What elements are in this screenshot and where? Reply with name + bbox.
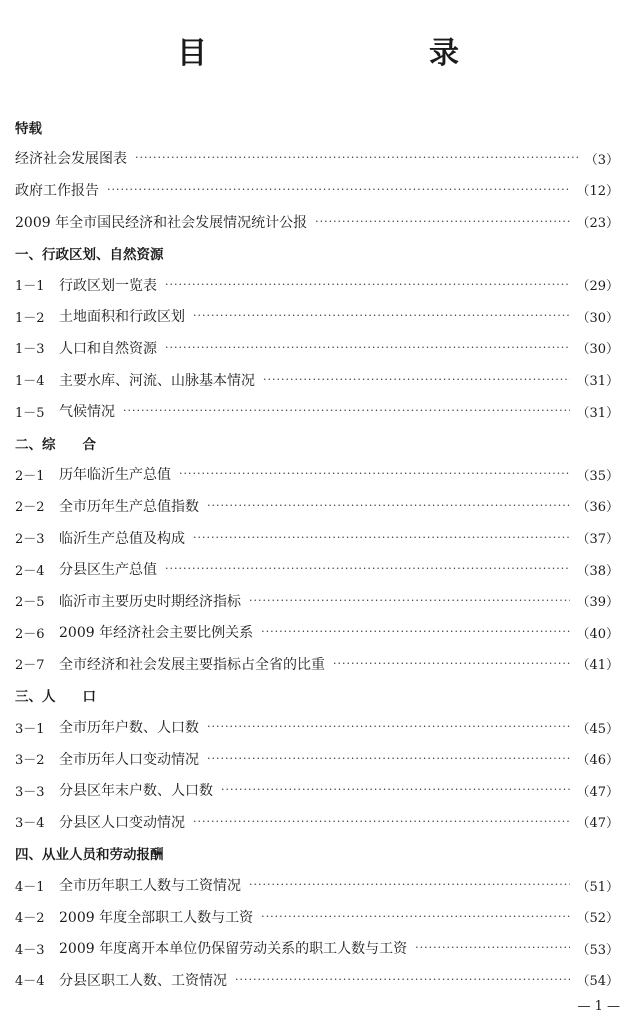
table-of-contents — [15, 111, 619, 996]
toc-entry[interactable] — [15, 206, 619, 238]
entry-number: 2－7 — [15, 658, 45, 674]
section-label: 四、从业人员和劳动报酬 — [15, 847, 164, 864]
entry-label: 2009 年度离开本单位仍保留劳动关系的职工人数与工资 — [59, 941, 408, 958]
entry-label: 分县区年末户数、人口数 — [59, 783, 213, 800]
dot-leader — [207, 719, 570, 735]
dot-leader — [179, 466, 570, 482]
toc-entry[interactable] — [15, 617, 619, 649]
dot-leader — [193, 530, 570, 546]
dot-leader — [333, 656, 570, 672]
entry-number: 2－5 — [15, 595, 45, 611]
entry-page-number: （47） — [576, 784, 619, 800]
entry-page-number: （51） — [576, 879, 619, 895]
entry-label: 气候情况 — [59, 404, 115, 421]
entry-label: 2009 年全市国民经济和社会发展情况统计公报 — [15, 214, 308, 231]
toc-entry[interactable] — [15, 301, 619, 333]
entry-number: 2－4 — [15, 563, 45, 579]
dot-leader — [165, 561, 570, 577]
entry-number: 1－4 — [15, 374, 45, 390]
entry-page-number: （54） — [576, 974, 619, 990]
entry-label: 全市历年职工人数与工资情况 — [59, 878, 241, 895]
dot-leader — [107, 182, 570, 198]
dot-leader — [207, 498, 570, 514]
toc-entry[interactable] — [15, 395, 619, 427]
page-title: 目 录 — [177, 36, 513, 71]
entry-page-number: （30） — [576, 310, 619, 326]
entry-label: 2009 年经济社会主要比例关系 — [59, 625, 254, 642]
entry-page-number: （31） — [576, 374, 619, 390]
dot-leader — [261, 624, 570, 640]
entry-page-number: （52） — [576, 911, 619, 927]
entry-page-number: （40） — [576, 626, 619, 642]
entry-label: 历年临沂生产总值 — [59, 467, 171, 484]
entry-label: 分县区职工人数、工资情况 — [59, 972, 227, 989]
dot-leader — [249, 593, 570, 609]
entry-label: 行政区划一览表 — [59, 277, 157, 294]
entry-page-number: （23） — [576, 216, 619, 232]
entry-page-number: （30） — [576, 342, 619, 358]
entry-number: 1－2 — [15, 310, 45, 326]
entry-number: 2－2 — [15, 500, 45, 516]
entry-number: 2－1 — [15, 468, 45, 484]
entry-page-number: （37） — [576, 532, 619, 548]
entry-page-number: （41） — [576, 658, 619, 674]
dot-leader — [235, 972, 570, 988]
entry-number: 4－2 — [15, 911, 45, 927]
toc-entry[interactable] — [15, 269, 619, 301]
dot-leader — [261, 909, 570, 925]
entry-page-number: （46） — [576, 753, 619, 769]
dot-leader — [207, 751, 570, 767]
dot-leader — [123, 403, 570, 419]
dot-leader — [249, 877, 570, 893]
entry-label: 全市历年生产总值指数 — [59, 498, 199, 515]
dot-leader — [221, 782, 570, 798]
entry-number: 3－4 — [15, 816, 45, 832]
entry-label: 人口和自然资源 — [59, 340, 157, 357]
entry-page-number: （36） — [576, 500, 619, 516]
entry-label: 2009 年度全部职工人数与工资 — [59, 909, 254, 926]
entry-page-number: （35） — [576, 468, 619, 484]
toc-section-heading — [15, 111, 619, 143]
toc-entry[interactable] — [15, 522, 619, 554]
entry-label: 经济社会发展图表 — [15, 151, 127, 168]
toc-entry[interactable] — [15, 806, 619, 838]
dot-leader — [315, 214, 570, 230]
toc-entry[interactable] — [15, 648, 619, 680]
toc-entry[interactable] — [15, 143, 619, 175]
entry-page-number: （53） — [576, 942, 619, 958]
entry-label: 全市历年人口变动情况 — [59, 751, 199, 768]
entry-label: 分县区人口变动情况 — [59, 814, 185, 831]
entry-number: 1－1 — [15, 279, 45, 295]
entry-number: 3－3 — [15, 784, 45, 800]
section-label: 特载 — [15, 120, 42, 137]
entry-number: 1－3 — [15, 342, 45, 358]
entry-number: 3－2 — [15, 753, 45, 769]
entry-label: 全市历年户数、人口数 — [59, 720, 199, 737]
dot-leader — [165, 277, 570, 293]
dot-leader — [165, 340, 570, 356]
entry-number: 2－6 — [15, 626, 45, 642]
toc-entry[interactable] — [15, 774, 619, 806]
entry-label: 土地面积和行政区划 — [59, 309, 185, 326]
entry-page-number: （31） — [576, 405, 619, 421]
entry-label: 全市经济和社会发展主要指标占全省的比重 — [59, 656, 325, 673]
entry-label: 主要水库、河流、山脉基本情况 — [59, 372, 255, 389]
entry-page-number: （12） — [576, 184, 619, 200]
entry-page-number: （29） — [576, 279, 619, 295]
toc-section-heading — [15, 680, 619, 712]
entry-page-number: （47） — [576, 816, 619, 832]
entry-label: 分县区生产总值 — [59, 562, 157, 579]
section-label: 二、综 合 — [15, 436, 96, 453]
toc-entry[interactable] — [15, 490, 619, 522]
entry-number: 3－1 — [15, 721, 45, 737]
toc-entry[interactable] — [15, 585, 619, 617]
entry-label: 政府工作报告 — [15, 182, 99, 199]
entry-number: 4－1 — [15, 879, 45, 895]
entry-number: 2－3 — [15, 532, 45, 548]
entry-label: 临沂市主要历史时期经济指标 — [59, 593, 241, 610]
section-label: 一、行政区划、自然资源 — [15, 247, 164, 264]
toc-entry[interactable] — [15, 459, 619, 491]
entry-number: 1－5 — [15, 405, 45, 421]
entry-number: 4－4 — [15, 974, 45, 990]
toc-entry[interactable] — [15, 364, 619, 396]
toc-entry[interactable] — [15, 743, 619, 775]
toc-section-heading — [15, 427, 619, 459]
dot-leader — [263, 372, 570, 388]
toc-entry[interactable] — [15, 901, 619, 933]
entry-label: 临沂生产总值及构成 — [59, 530, 185, 547]
toc-entry[interactable] — [15, 332, 619, 364]
entry-page-number: （39） — [576, 595, 619, 611]
entry-page-number: （45） — [576, 721, 619, 737]
dot-leader — [193, 814, 570, 830]
section-label: 三、人 口 — [15, 689, 96, 706]
dot-leader — [415, 940, 570, 956]
toc-entry[interactable] — [15, 553, 619, 585]
entry-number: 4－3 — [15, 942, 45, 958]
toc-entry[interactable] — [15, 174, 619, 206]
toc-entry[interactable] — [15, 711, 619, 743]
dot-leader — [135, 150, 579, 166]
entry-page-number: （38） — [576, 563, 619, 579]
toc-entry[interactable] — [15, 869, 619, 901]
dot-leader — [193, 308, 570, 324]
page-number: — 1 — — [577, 999, 620, 1014]
toc-section-heading — [15, 838, 619, 870]
toc-section-heading — [15, 237, 619, 269]
toc-entry[interactable] — [15, 932, 619, 964]
entry-page-number: （3） — [584, 152, 619, 168]
toc-entry[interactable] — [15, 964, 619, 996]
